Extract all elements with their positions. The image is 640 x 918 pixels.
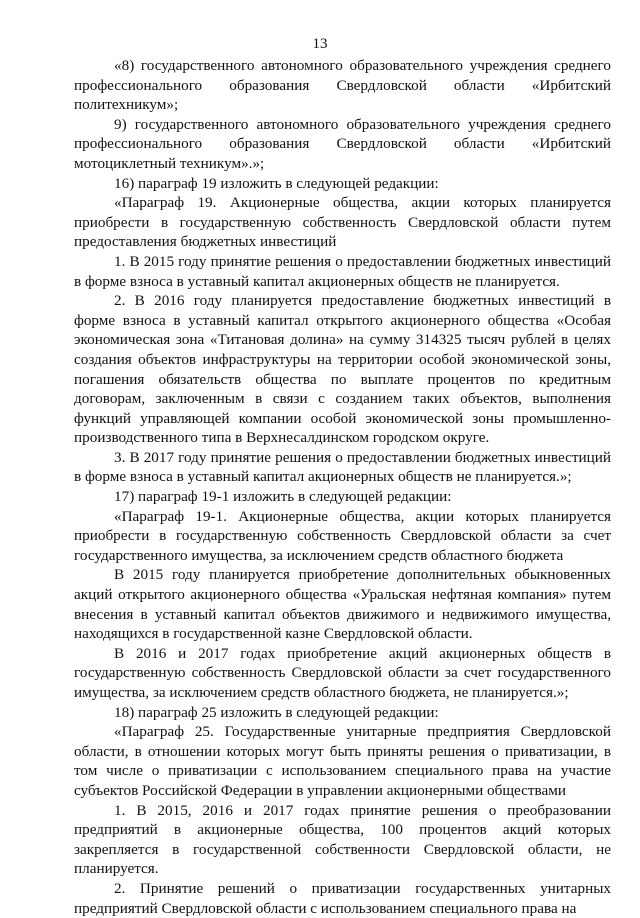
paragraph-19-item-1: 1. В 2015 году принятие решения о предоставлении бюджетных инвестиций в форме взноса в уставный капитал акционерных обществ не планируется. — [74, 252, 611, 290]
paragraph-25-item-1: 1. В 2015, 2016 и 2017 годах принятие решения о преобразовании предприятий в акционерные общества, 100 процентов акций которых закрепляется в государственной собственности Свердловской области, не планируется. — [74, 801, 611, 878]
paragraph-25-item-2: 2. Принятие решений о приватизации государственных унитарных предприятий Свердловской области с использованием специального права на — [74, 879, 611, 917]
page-number: 13 — [312, 36, 328, 52]
paragraph-19-item-3: 3. В 2017 году принятие решения о предоставлении бюджетных инвестиций в форме взноса в уставный капитал акционерных обществ не планируется.»; — [74, 448, 611, 486]
paragraph-amendment-16: 16) параграф 19 изложить в следующей редакции: — [114, 174, 439, 192]
section-heading-25: «Параграф 25. Государственные унитарные предприятия Свердловской области, в отношении которых могут быть приняты решения о приватизации, в том числе о приватизации с использованием специального права на участие субъектов Российской Федерации в управлении акционерными обществами — [74, 723, 611, 799]
section-heading-19: «Параграф 19. Акционерные общества, акции которых планируется приобрести в государственную собственность Свердловской области путем предоставления бюджетных инвестиций — [74, 194, 611, 251]
paragraph-amendment-18: 18) параграф 25 изложить в следующей редакции: — [114, 703, 439, 721]
document-body — [74, 56, 611, 918]
paragraph-19-1-text-2: В 2016 и 2017 годах приобретение акций акционерных обществ в государственную собственность Свердловской области за счет государственного имущества, за исключением средств областного бюджета, не планируется.»; — [74, 644, 611, 701]
paragraph-19-item-2: 2. В 2016 году планируется предоставление бюджетных инвестиций в форме взноса в уставный капитал открытого акционерного общества «Особая экономическая зона «Титановая долина» на сумму 314325 тысяч рублей в целях создания объектов инфраструктуры на территории особой экономической зоны, погашения обязательств общества по выплате процентов по кредитным договорам, заключенным в связи с созданием таких объектов, выполнения функций управляющей компании особой экономической зоны промышленно-производственного типа в Верхнесалдинском городском округе. — [74, 292, 611, 447]
paragraph-item-8: «8) государственного автономного образовательного учреждения среднего профессионального образования Свердловской области «Ирбитский политехникум»; — [74, 57, 611, 114]
paragraph-item-9: 9) государственного автономного образовательного учреждения среднего профессионального образования Свердловской области «Ирбитский мотоциклетный техникум».»; — [74, 115, 611, 172]
paragraph-amendment-17: 17) параграф 19-1 изложить в следующей редакции: — [114, 488, 452, 506]
section-heading-19-1: «Параграф 19-1. Акционерные общества, акции которых планируется приобрести в государственную собственность Свердловской области за счет государственного имущества, за исключением средств областного бюджета — [74, 507, 611, 564]
paragraph-19-1-text-1: В 2015 году планируется приобретение дополнительных обыкновенных акций открытого акционерного общества «Уральская нефтяная компания» путем внесения в уставный капитал объектов движимого и недвижимого имущества, находящихся в государственной казне Свердловской области. — [74, 566, 611, 643]
